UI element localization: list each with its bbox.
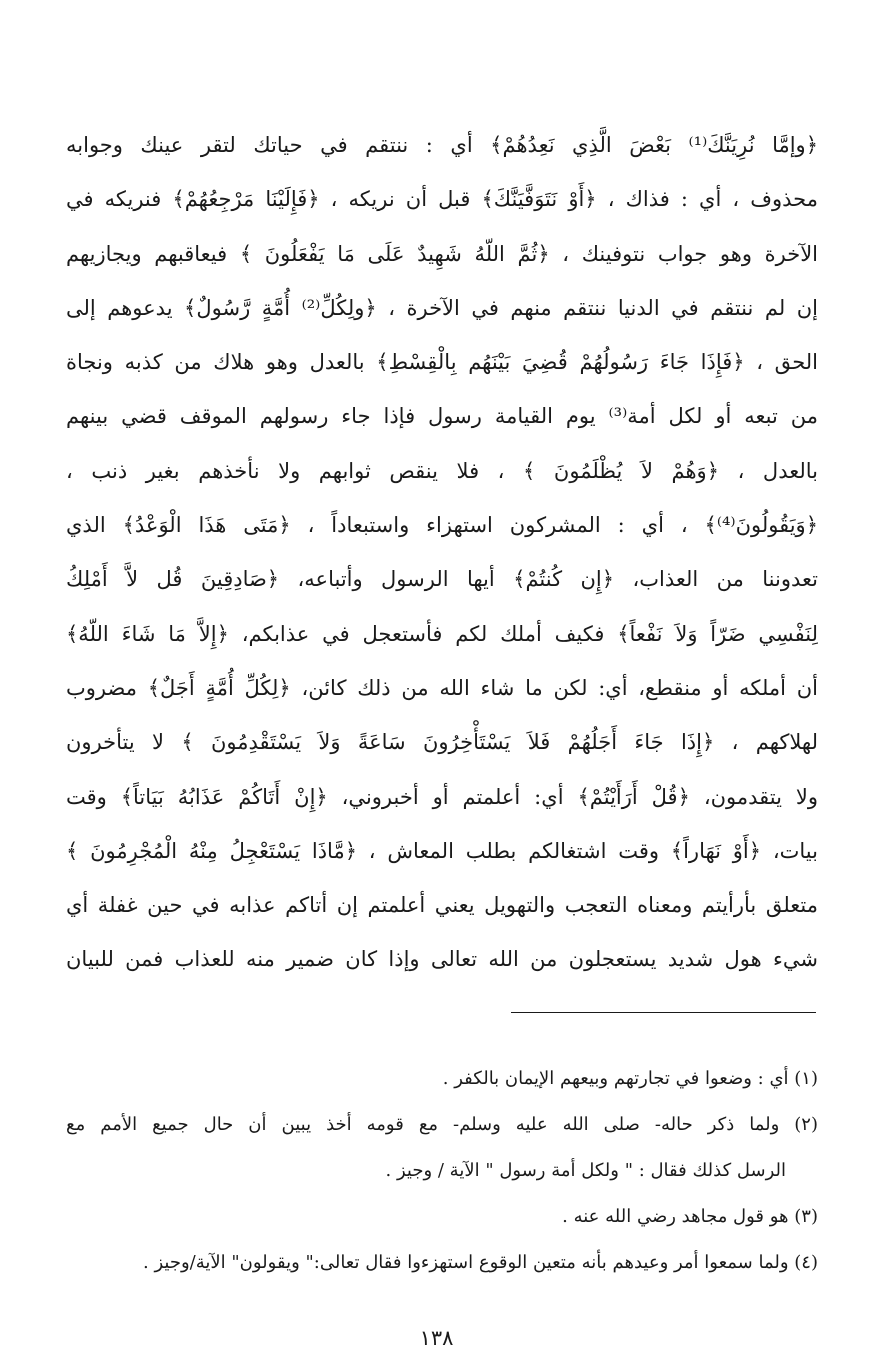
text-line: شيء هول شديد يستعجلون من الله تعالى وإذا كان ضمير منه للعذاب فمن للبيان: [66, 947, 818, 972]
text-line: بالعدل ، ﴿وَهُمْ لاَ يُظْلَمُونَ ﴾ ، فلا ينقص ثوابهم ولا نأخذهم بغير ذنب ،: [66, 458, 818, 483]
page-number: ١٣٨: [419, 1326, 454, 1350]
footnote-separator: [511, 1012, 816, 1013]
footnotes: [66, 1056, 818, 1286]
text-line: محذوف ، أي : فذاك ، ﴿أَوْ نَتَوَفَّيَنَّكَ﴾ قبل أن نريكه ، ﴿فَإِلَيْنَا مَرْجِعُهُمْ﴾ فنريكه في: [66, 187, 818, 212]
text-line: لهلاكهم ، ﴿إِذَا جَاءَ أَجَلُهُمْ فَلاَ يَسْتَأْخِرُونَ سَاعَةً وَلاَ يَسْتَقْدِمُونَ ﴾ لا يتأخرون: [66, 730, 818, 755]
text-line: من تبعه أو لكل أمة⁽³⁾ يوم القيامة رسول فإذا جاء رسولهم الموقف قضي بينهم: [66, 404, 818, 429]
main-text-body: [66, 118, 818, 987]
footnote-2-continued: الرسل كذلك فقال : " ولكل أمة رسول " الآية / وجيز .: [385, 1160, 786, 1181]
text-line: تعدوننا من العذاب، ﴿إِن كُنتُمْ﴾ أيها الرسول وأتباعه، ﴿صَادِقِينَ قُل لاَّ أَمْلِكُ: [66, 567, 818, 592]
text-line: بيات، ﴿أَوْ نَهَاراً﴾ وقت اشتغالكم بطلب المعاش ، ﴿مَّاذَا يَسْتَعْجِلُ مِنْهُ الْمُجْرِمُونَ ﴾: [66, 838, 818, 863]
text-line: ﴿وَيَقُولُونَ⁽⁴⁾﴾ ، أي : المشركون استهزاء واستبعاداً ، ﴿مَتَى هَذَا الْوَعْدُ﴾ الذي: [66, 513, 818, 538]
text-line: الحق ، ﴿فَإِذَا جَاءَ رَسُولُهُمْ قُضِيَ بَيْنَهُم بِالْقِسْطِ﴾ بالعدل وهو هلاك من كذبه ونجاة: [66, 350, 818, 375]
footnote-4: (٤) ولما سمعوا أمر وعيدهم بأنه متعين الوقوع استهزءوا فقال تعالى:" ويقولون" الآية/وجيز .: [143, 1252, 818, 1273]
text-line: أن أملكه أو منقطع، أي: لكن ما شاء الله من ذلك كائن، ﴿لِكُلِّ أُمَّةٍ أَجَلٌ﴾ مضروب: [66, 675, 818, 700]
text-line: متعلق بأرأيتم ومعناه التعجب والتهويل يعني أعلمتم إن أتاكم عذابه في حين غفلة أي: [66, 893, 818, 918]
text-line: إن لم ننتقم في الدنيا ننتقم منهم في الآخرة ، ﴿ولِكُلِّ⁽²⁾ أُمَّةٍ رَّسُولٌ﴾ يدعوهم إلى: [66, 295, 818, 320]
footnote-2: (٢) ولما ذكر حاله- صلى الله عليه وسلم- مع قومه أخذ يبين أن حال جميع الأمم مع: [66, 1114, 818, 1135]
text-line: ﴿وإمَّا نُرِيَنَّكَ⁽¹⁾ بَعْضَ الَّذِي نَعِدُهُمْ﴾ أي : ننتقم في حياتك لتقر عينك وجوابه: [66, 133, 818, 157]
text-line: لِنَفْسِي ضَرّاً وَلاَ نَفْعاً﴾ فكيف أملك لكم فأستعجل في عذابكم، ﴿إِلاَّ مَا شَاءَ اللّهُ﴾: [66, 621, 818, 646]
text-line: الآخرة وهو جواب نتوفينك ، ﴿ثُمَّ اللّهُ شَهِيدٌ عَلَى مَا يَفْعَلُونَ ﴾ فيعاقبهم ويجازيهم: [66, 241, 818, 266]
footnote-1: (١) أي : وضعوا في تجارتهم وبيعهم الإيمان بالكفر .: [442, 1068, 818, 1089]
text-line: ولا يتقدمون، ﴿قُلْ أَرَأَيْتُمْ﴾ أي: أعلمتم أو أخبروني، ﴿إِنْ أَتَاكُمْ عَذَابُهُ بَيَاتاً﴾ وقت: [66, 784, 818, 809]
footnote-3: (٣) هو قول مجاهد رضي الله عنه .: [562, 1206, 818, 1227]
